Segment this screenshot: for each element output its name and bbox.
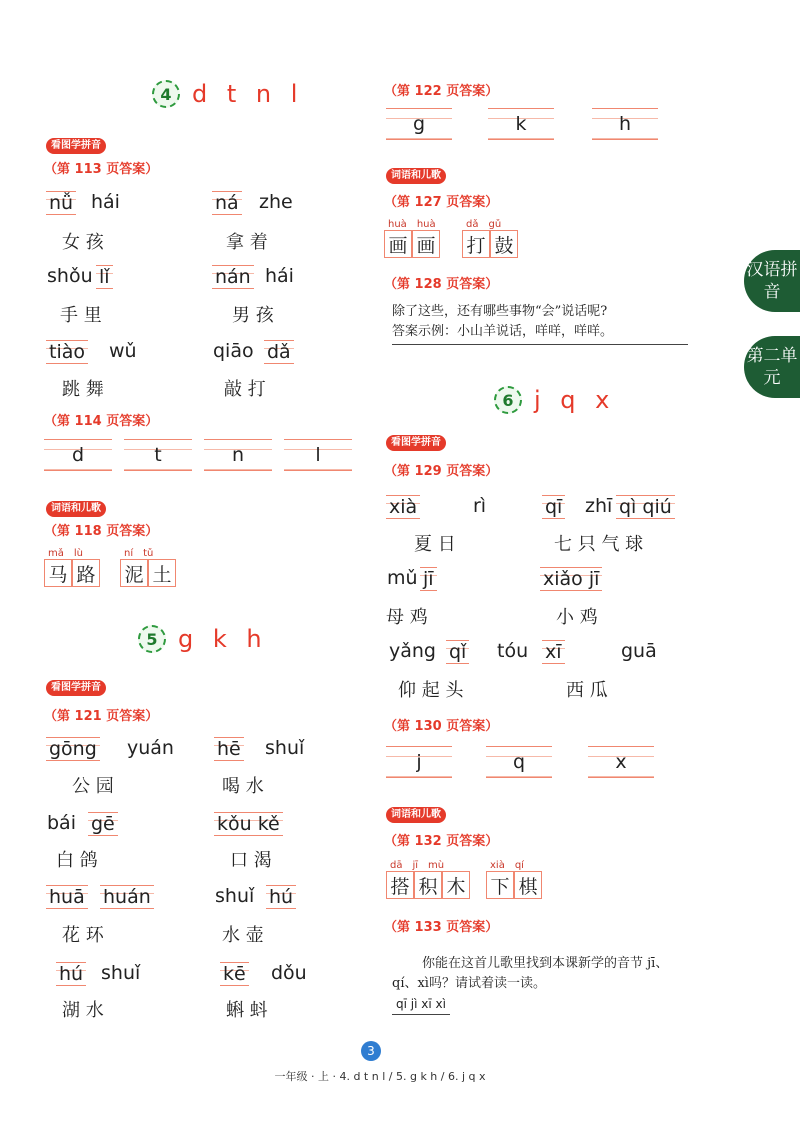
pinyin: shǒu: [47, 265, 93, 287]
pinyin: tiào: [46, 340, 88, 364]
pinyin: hái: [265, 265, 294, 287]
pinyin: dǎ: [264, 340, 294, 364]
section-number-badge: 6: [494, 386, 522, 414]
pinyin: zhī: [585, 495, 613, 517]
tag-look-learn: 看图学拼音: [46, 138, 106, 154]
section-title-4: [152, 80, 303, 108]
pinyin: mù: [428, 860, 445, 871]
hanzi: 下: [486, 871, 514, 899]
pinyin: xià: [386, 495, 420, 519]
footer-text: 一年级 · 上 · 4. d t n l / 5. g k h / 6. j q x: [274, 1070, 486, 1083]
pinyin: huā: [46, 885, 88, 909]
answer-heading: （第 114 页答案）: [44, 414, 159, 429]
answer-heading: （第 121 页答案）: [44, 709, 159, 724]
tag-look-learn: 看图学拼音: [46, 680, 106, 696]
page-number: 3: [361, 1041, 381, 1061]
hanzi: 西 瓜: [566, 680, 608, 701]
pinyin: dā: [390, 860, 403, 871]
pinyin: gǔ: [488, 219, 502, 230]
note-line: 除了这些，还有哪些事物“会”说话呢?: [392, 304, 608, 319]
answer-heading: （第 118 页答案）: [44, 524, 159, 539]
letter-box: g: [386, 108, 452, 140]
side-tab-unit2[interactable]: 第二单元: [744, 336, 800, 398]
hanzi: 鼓: [490, 230, 518, 258]
letter-box: x: [588, 746, 654, 778]
tag-look-learn: 看图学拼音: [386, 435, 446, 451]
hanzi: 打: [462, 230, 490, 258]
pinyin: mǎ: [48, 548, 64, 559]
pinyin: zhe: [259, 191, 293, 213]
hanzi: 白 鸽: [56, 850, 98, 871]
note-p133: [392, 954, 692, 1015]
hanzi: 公 园: [72, 776, 114, 797]
answer-heading: （第 132 页答案）: [384, 834, 499, 849]
hanzi: 敲 打: [224, 379, 266, 400]
section-title-5: [138, 625, 268, 653]
tag-words-songs: 词语和儿歌: [46, 501, 106, 517]
pinyin: dǎ: [466, 219, 479, 230]
pinyin: shuǐ: [215, 885, 255, 907]
word-dajimu: [386, 860, 470, 899]
note-line: 答案示例：小山羊说话，咩咩，咩咩。: [392, 324, 614, 339]
hanzi: 拿 着: [226, 232, 268, 253]
section-title-6: [494, 386, 615, 414]
pinyin: ná: [212, 191, 242, 215]
pinyin: nǚ: [46, 191, 76, 215]
word-xiaqi: [486, 860, 542, 899]
pinyin: qì qiú: [616, 495, 675, 519]
letter-box: j: [386, 746, 452, 778]
pinyin: qī: [542, 495, 565, 519]
hanzi: 泥: [120, 559, 148, 587]
pinyin: yuán: [127, 737, 174, 759]
pinyin: xià: [490, 860, 505, 871]
hanzi: 蝌 蚪: [226, 1000, 268, 1021]
section-number-badge: 4: [152, 80, 180, 108]
pinyin: nán: [212, 265, 254, 289]
pinyin: huà: [416, 219, 436, 230]
pinyin: xiǎo jī: [540, 567, 602, 591]
pinyin: hái: [91, 191, 120, 213]
answer-heading: （第 130 页答案）: [384, 719, 499, 734]
note-line: 你能在这首儿歌里找到本课新学的音节 jī、: [422, 956, 669, 971]
note-line: qí、xì吗？请试着读一读。: [392, 976, 546, 991]
pinyin: tǔ: [143, 548, 154, 559]
pinyin: ní: [124, 548, 134, 559]
pinyin: jī: [420, 567, 437, 591]
side-tab-pinyin[interactable]: 汉语拼音: [744, 250, 800, 312]
pinyin: hú: [56, 962, 86, 986]
hanzi: 仰 起 头: [398, 680, 464, 701]
note-p128: [392, 302, 688, 345]
note-line: qī jì xī xì: [392, 994, 450, 1015]
pinyin: jī: [412, 860, 419, 871]
pinyin: qí: [514, 860, 524, 871]
letter-box: h: [592, 108, 658, 140]
hanzi: 湖 水: [62, 1000, 104, 1021]
hanzi: 棋: [514, 871, 542, 899]
hanzi: 跳 舞: [62, 379, 104, 400]
hanzi: 女 孩: [62, 232, 104, 253]
letter-box: q: [486, 746, 552, 778]
section-number-badge: 5: [138, 625, 166, 653]
hanzi: 小 鸡: [556, 607, 598, 628]
pinyin: kē: [220, 962, 249, 986]
hanzi: 马: [44, 559, 72, 587]
pinyin: guā: [621, 640, 657, 662]
word-malu: [44, 548, 100, 587]
hanzi: 积: [414, 871, 442, 899]
pinyin: huà: [388, 219, 407, 230]
pinyin: gōng: [46, 737, 100, 761]
letter-box: k: [488, 108, 554, 140]
hanzi: 夏 日: [414, 534, 456, 555]
pinyin: wǔ: [109, 340, 137, 362]
tag-words-songs: 词语和儿歌: [386, 807, 446, 823]
hanzi: 画: [412, 230, 440, 258]
section-letters: d t n l: [192, 80, 304, 108]
hanzi: 路: [72, 559, 100, 587]
hanzi: 画: [384, 230, 412, 258]
hanzi: 手 里: [60, 305, 102, 326]
pinyin: shuǐ: [265, 737, 305, 759]
pinyin: lǐ: [96, 265, 113, 289]
word-huahua: [384, 219, 440, 258]
pinyin: lù: [73, 548, 83, 559]
pinyin: tóu: [497, 640, 529, 662]
answer-heading: （第 122 页答案）: [384, 84, 499, 99]
hanzi: 木: [442, 871, 470, 899]
letter-box: t: [124, 439, 192, 471]
letter-box: d: [44, 439, 112, 471]
pinyin: hē: [214, 737, 244, 761]
hanzi: 水 壶: [222, 925, 264, 946]
hanzi: 花 环: [62, 925, 104, 946]
answer-heading: （第 129 页答案）: [384, 464, 499, 479]
hanzi: 七 只 气 球: [554, 534, 644, 555]
answer-heading: （第 133 页答案）: [384, 920, 499, 935]
pinyin: kǒu kě: [214, 812, 283, 836]
section-letters: g k h: [178, 625, 268, 653]
letter-box: l: [284, 439, 352, 471]
word-nitu: [120, 548, 176, 587]
pinyin: rì: [473, 495, 487, 517]
pinyin: bái: [47, 812, 76, 834]
section-letters: j q x: [534, 386, 616, 414]
pinyin: gē: [88, 812, 118, 836]
pinyin: huán: [100, 885, 154, 909]
pinyin: xī: [542, 640, 565, 664]
answer-heading: （第 113 页答案）: [44, 162, 159, 177]
hanzi: 母 鸡: [386, 607, 428, 628]
pinyin: mǔ: [387, 567, 418, 589]
hanzi: 搭: [386, 871, 414, 899]
hanzi: 土: [148, 559, 176, 587]
letter-box: n: [204, 439, 272, 471]
answer-heading: （第 128 页答案）: [384, 277, 499, 292]
pinyin: hú: [266, 885, 296, 909]
hanzi: 口 渴: [230, 850, 272, 871]
hanzi: 喝 水: [222, 776, 264, 797]
word-dagu: [462, 219, 518, 258]
pinyin: yǎng: [389, 640, 436, 662]
pinyin: dǒu: [271, 962, 307, 984]
pinyin: qiāo: [213, 340, 254, 362]
tag-words-songs: 词语和儿歌: [386, 168, 446, 184]
pinyin: shuǐ: [101, 962, 141, 984]
hanzi: 男 孩: [232, 305, 274, 326]
pinyin: qǐ: [446, 640, 469, 664]
answer-heading: （第 127 页答案）: [384, 195, 499, 210]
